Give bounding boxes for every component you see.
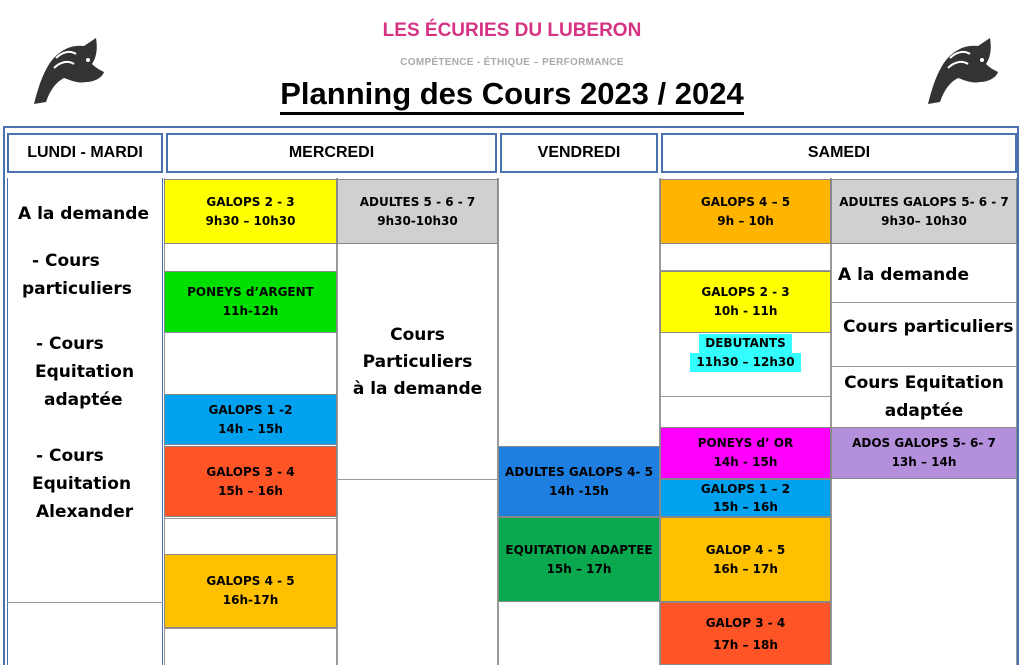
block-title: GALOPS 4 - 5 — [206, 574, 295, 588]
horse-head-logo-left-icon — [26, 32, 110, 108]
block-time: 13h – 14h — [891, 455, 957, 469]
samedi-debutants — [660, 334, 831, 374]
grid-line — [831, 366, 1017, 367]
samedi-galop-3-4 — [660, 602, 831, 665]
block-title: GALOPS 3 - 4 — [206, 464, 295, 479]
samedi-a-la-demande: A la demande — [838, 265, 969, 285]
page-title-text: Planning des Cours 2023 / 2024 — [280, 76, 743, 115]
day-header-lundi-mardi: LUNDI - MARDI — [7, 133, 163, 173]
block-title: GALOP 3 - 4 — [705, 615, 786, 630]
lundi-particuliers: particuliers — [22, 279, 132, 299]
block-line: à la demande — [352, 378, 483, 399]
samedi-galops-1-2 — [660, 479, 831, 517]
block-time: 9h30– 10h30 — [881, 213, 967, 228]
block-time: 11h-12h — [222, 304, 279, 318]
block-title: GALOPS 4 – 5 — [700, 194, 791, 209]
samedi-cours-equitation-adaptee — [831, 369, 1017, 425]
mercredi-galops-4-5 — [164, 554, 337, 628]
block-time: 9h30 – 10h30 — [205, 213, 296, 228]
block-line: Cours — [390, 324, 445, 345]
day-header-samedi: SAMEDI — [661, 133, 1017, 173]
lundi-cours-1: - Cours — [32, 251, 100, 271]
tagline: COMPÉTENCE - ÉTHIQUE – PERFORMANCE — [400, 57, 624, 68]
grid-line — [337, 479, 498, 480]
block-time: 14h – 15h — [218, 421, 283, 436]
grid-line — [7, 602, 163, 603]
samedi-ados-galops-5-6-7 — [831, 427, 1017, 479]
horse-head-logo-right-icon — [920, 32, 1004, 108]
samedi-cours-particuliers: Cours particuliers — [843, 317, 1014, 337]
brand-name: LES ÉCURIES DU LUBERON — [382, 20, 642, 41]
samedi-galops-2-3 — [660, 271, 831, 333]
block-title: GALOPS 2 - 3 — [206, 194, 295, 209]
lundi-a-la-demande: A la demande — [18, 204, 149, 224]
block-title: EQUITATION ADAPTEE — [505, 542, 653, 557]
block-time: 15h – 16h — [218, 483, 283, 498]
block-time: 10h - 11h — [713, 304, 778, 318]
block-title: ADULTES 5 - 6 - 7 — [359, 194, 476, 209]
vendredi-equitation-adaptee — [498, 517, 660, 602]
mercredi-poneys-argent — [164, 271, 337, 333]
block-time: 16h-17h — [222, 593, 279, 607]
block-title: ADULTES GALOPS 5- 6 - 7 — [839, 194, 1009, 209]
block-line: adaptée — [884, 401, 964, 421]
lundi-cours-2: - Cours — [36, 334, 104, 354]
block-title: ADULTES GALOPS 4- 5 — [505, 464, 653, 479]
lundi-equitation-1: Equitation — [35, 362, 135, 382]
block-title: DEBUTANTS — [699, 334, 791, 353]
samedi-poneys-or — [660, 427, 831, 479]
samedi-adultes-galops-5-6-7 — [831, 179, 1017, 244]
block-line: Particuliers — [362, 351, 473, 372]
block-title: GALOPS 1 -2 — [208, 402, 293, 417]
grid-line — [164, 518, 337, 519]
block-title: GALOPS 1 – 2 — [700, 482, 791, 496]
mercredi-galops-3-4 — [164, 446, 337, 517]
block-title: PONEYS d’ OR — [697, 436, 794, 450]
lundi-adaptee: adaptée — [44, 390, 123, 410]
block-time: 15h – 17h — [546, 561, 612, 576]
mercredi-galops-2-3 — [164, 179, 337, 244]
grid-line — [831, 302, 1017, 303]
mercredi-galops-1-2 — [164, 394, 337, 445]
block-title: PONEYS d’ARGENT — [187, 285, 314, 299]
day-header-mercredi: MERCREDI — [166, 133, 497, 173]
block-time: 11h30 – 12h30 — [690, 353, 800, 372]
column-mercredi-b — [337, 178, 498, 665]
block-time: 14h - 15h — [713, 455, 778, 469]
block-time: 16h – 17h — [713, 561, 778, 576]
samedi-galop-4-5 — [660, 517, 831, 602]
page-title — [0, 76, 1024, 112]
block-time: 14h -15h — [549, 483, 609, 498]
grid-line — [660, 396, 831, 397]
lundi-equitation-2: Equitation — [32, 474, 132, 494]
block-title: GALOPS 2 - 3 — [701, 285, 790, 299]
grid-line — [164, 628, 337, 629]
mercredi-adultes-5-6-7 — [337, 179, 498, 244]
block-title: ADOS GALOPS 5- 6- 7 — [852, 436, 996, 450]
block-title: GALOP 4 - 5 — [705, 542, 786, 557]
block-time: 17h – 18h — [713, 637, 778, 652]
day-header-vendredi: VENDREDI — [500, 133, 658, 173]
block-time: 15h – 16h — [713, 500, 778, 514]
mercredi-cours-particuliers — [337, 320, 498, 404]
block-time: 9h – 10h — [717, 213, 774, 228]
block-time: 9h30-10h30 — [377, 213, 458, 228]
vendredi-adultes-galops-4-5 — [498, 446, 660, 517]
block-line: Cours Equitation — [844, 373, 1004, 393]
lundi-alexander: Alexander — [36, 502, 134, 522]
lundi-cours-3: - Cours — [36, 446, 104, 466]
samedi-galops-4-5-morning — [660, 179, 831, 244]
